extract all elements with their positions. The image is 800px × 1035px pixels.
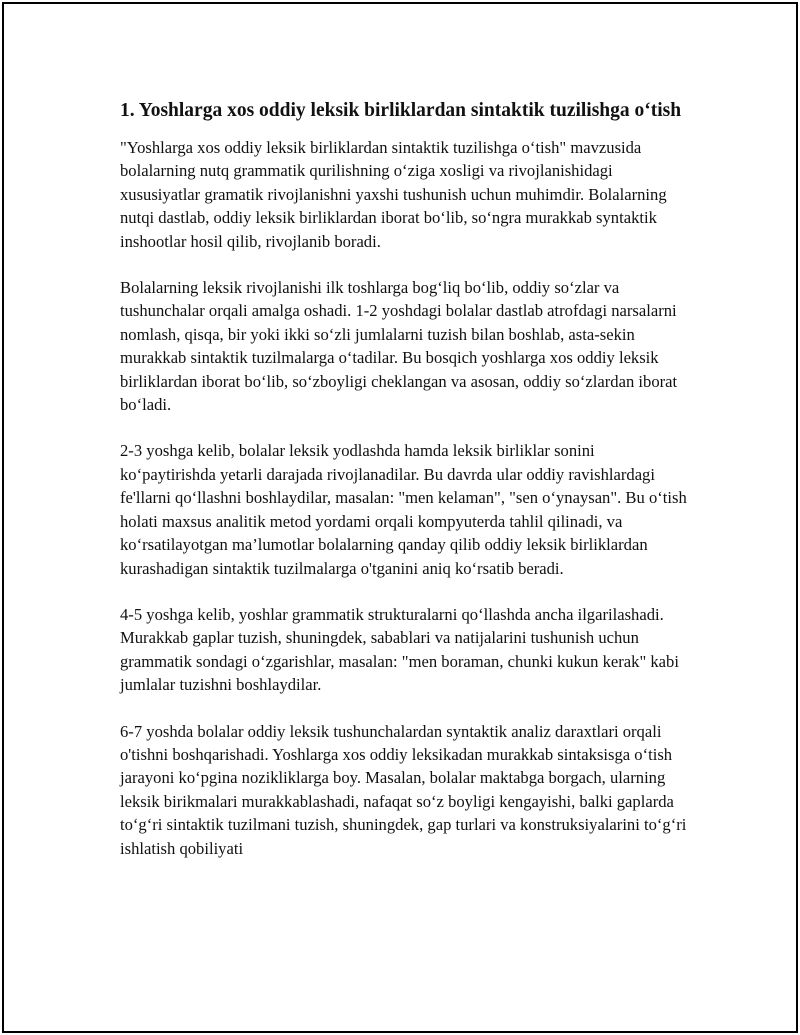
document-body <box>120 98 688 883</box>
page-frame <box>2 2 798 1033</box>
paragraph-5: 6-7 yoshda bolalar oddiy leksik tushunchalardan syntaktik analiz daraxtlari orqali o'tishni boshqarishadi. Yoshlarga xos oddiy leksikadan murakkab sintaksisga o‘tish jarayoni ko‘pgina nozikliklarga boy. Masalan, bolalar maktabga borgach, ularning leksik birikmalari murakkablashadi, nafaqat so‘z boyligi kengayishi, balki gaplarda to‘g‘ri sintaktik tuzilmani tuzish, shuningdek, gap turlari va konstruksiyalarini to‘g‘ri ishlatish qobiliyati <box>120 721 687 858</box>
paragraph-1: "Yoshlarga xos oddiy leksik birliklardan sintaktik tuzilishga o‘tish" mavzusida bolalarning nutq grammatik qurilishning o‘ziga xosligi va rivojlanishidagi xususiyatlar gramatik rivojlanishni yaxshi tushunish uchun muhimdir. Bolalarning nutqi dastlab, oddiy leksik birliklardan iborat bo‘lib, so‘ngra murakkab syntaktik inshootlar hosil qilib, rivojlanib boradi. <box>120 138 667 251</box>
section-heading: 1. Yoshlarga xos oddiy leksik birliklardan sintaktik tuzilishga o‘tish <box>120 100 682 121</box>
paragraph-2: Bolalarning leksik rivojlanishi ilk toshlarga bog‘liq bo‘lib, oddiy so‘zlar va tushunchalar orqali amalga oshadi. 1-2 yoshdagi bolalar dastlab atrofdagi narsalarni nomlash, qisqa, bir yoki ikki so‘zli jumlalarni tuzish bilan boshlab, asta-sekin murakkab sintaktik tuzilmalarga o‘tadilar. Bu bosqich yoshlarga xos oddiy leksik birliklardan iborat bo‘lib, so‘zboyligi cheklangan va asosan, oddiy so‘zlardan iborat bo‘ladi. <box>120 278 678 415</box>
paragraph-3: 2-3 yoshga kelib, bolalar leksik yodlashda hamda leksik birliklar sonini ko‘paytirishda yetarli darajada rivojlanadilar. Bu davrda ular oddiy ravishlardagi fe'llarni qo‘llashni boshlaydilar, masalan: "men kelaman", "sen o‘ynaysan". Bu o‘tish holati maxsus analitik metod yordami orqali kompyuterda tahlil qilinadi, va ko‘rsatilayotgan ma’lumotlar bolalarning qanday qilib oddiy leksik birliklardan kurashadigan sintaktik tuzilmalarga o'tganini aniq ko‘rsatib beradi. <box>120 441 687 578</box>
paragraph-4: 4-5 yoshga kelib, yoshlar grammatik strukturalarni qo‘llashda ancha ilgarilashadi. Murakkab gaplar tuzish, shuningdek, sabablari va natijalarini tushunish uchun grammatik sondagi o‘zgarishlar, masalan: "men boraman, chunki kukun kerak" kabi jumlalar tuzishni boshlaydilar. <box>120 604 679 695</box>
